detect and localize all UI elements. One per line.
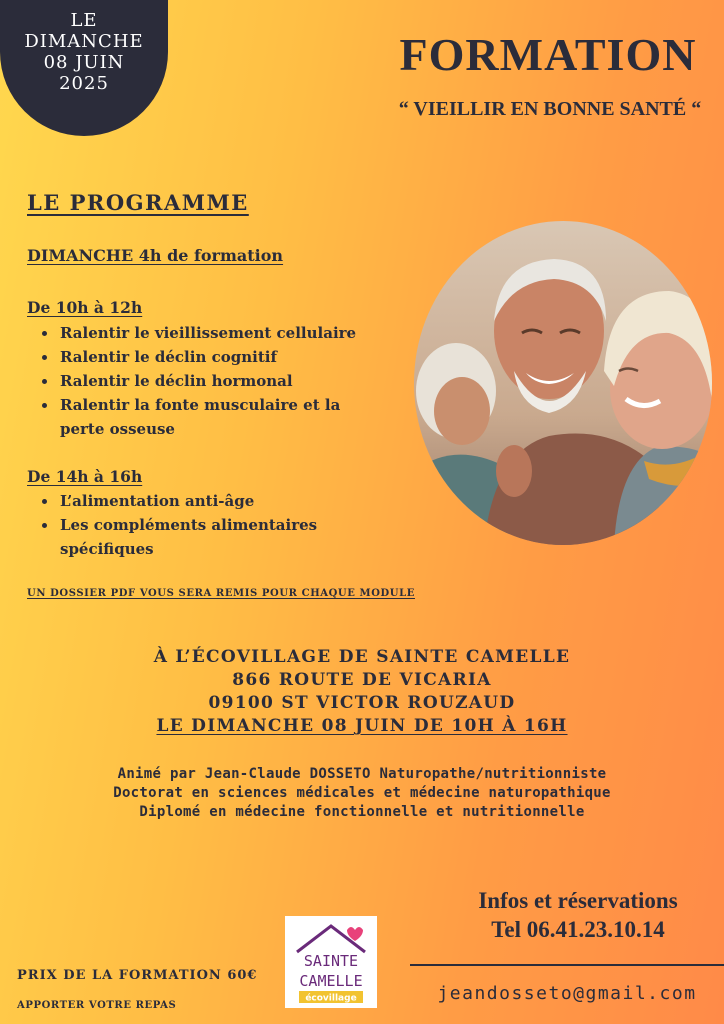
contact-phone[interactable]: Tel 06.41.23.10.14 bbox=[491, 917, 665, 942]
logo-mark bbox=[285, 916, 377, 1008]
morning-time-slot: De 10h à 12h bbox=[27, 298, 143, 317]
host-block bbox=[0, 765, 724, 822]
venue-block bbox=[0, 646, 724, 738]
venue-street: 866 ROUTE DE VICARIA bbox=[232, 670, 492, 690]
meal-note: APPORTER VOTRE REPAS bbox=[17, 1000, 177, 1011]
afternoon-time-slot: De 14h à 16h bbox=[27, 467, 143, 486]
program-heading: LE PROGRAMME bbox=[27, 190, 249, 215]
date-badge-line: 2025 bbox=[59, 73, 109, 94]
date-badge-line: 08 JUIN bbox=[43, 52, 125, 73]
host-name: Animé par Jean-Claude DOSSETO Naturopathe/nutritionniste bbox=[117, 766, 607, 782]
venue-date-time: LE DIMANCHE 08 JUIN DE 10H À 16H bbox=[156, 716, 568, 736]
list-item: Ralentir le déclin hormonal bbox=[40, 369, 400, 393]
list-item: Ralentir le vieillissement cellulaire bbox=[40, 321, 400, 345]
contact-block bbox=[430, 886, 724, 944]
page-subtitle: “ VIEILLIR EN BONNE SANTÉ “ bbox=[398, 98, 702, 120]
logo-line-1: SAINTE bbox=[303, 952, 359, 970]
price-label: PRIX DE LA FORMATION 60€ bbox=[17, 968, 258, 983]
divider bbox=[410, 964, 724, 966]
list-item: Ralentir la fonte musculaire et la perte osseuse bbox=[40, 393, 380, 441]
page-title: FORMATION bbox=[399, 29, 697, 80]
seniors-photo bbox=[414, 221, 712, 545]
date-badge bbox=[0, 0, 168, 136]
program-day-line: DIMANCHE 4h de formation bbox=[27, 246, 284, 265]
sainte-camelle-logo bbox=[285, 916, 377, 1008]
date-badge-line: LE bbox=[70, 10, 98, 31]
list-item: Les compléments alimentaires spécifiques bbox=[40, 513, 330, 561]
morning-topics-list bbox=[40, 321, 400, 441]
contact-email[interactable]: jeandosseto@gmail.com bbox=[437, 983, 697, 1004]
host-diploma: Diplomé en médecine fonctionnelle et nutritionnelle bbox=[139, 804, 585, 820]
host-degree: Doctorat en sciences médicales et médecine naturopathique bbox=[113, 785, 611, 801]
pdf-note: UN DOSSIER PDF VOUS SERA REMIS POUR CHAQUE MODULE bbox=[27, 588, 415, 599]
logo-line-2: CAMELLE bbox=[299, 972, 363, 990]
afternoon-topics-list bbox=[40, 489, 400, 561]
venue-name: À L’ÉCOVILLAGE DE SAINTE CAMELLE bbox=[153, 647, 571, 667]
date-badge-line: DIMANCHE bbox=[24, 31, 144, 52]
list-item: L’alimentation anti-âge bbox=[40, 489, 400, 513]
venue-city: 09100 ST VICTOR ROUZAUD bbox=[208, 693, 516, 713]
list-item: Ralentir le déclin cognitif bbox=[40, 345, 400, 369]
seniors-photo-illustration bbox=[414, 221, 712, 545]
contact-heading: Infos et réservations bbox=[478, 888, 678, 913]
logo-tag: écovillage bbox=[305, 993, 357, 1004]
